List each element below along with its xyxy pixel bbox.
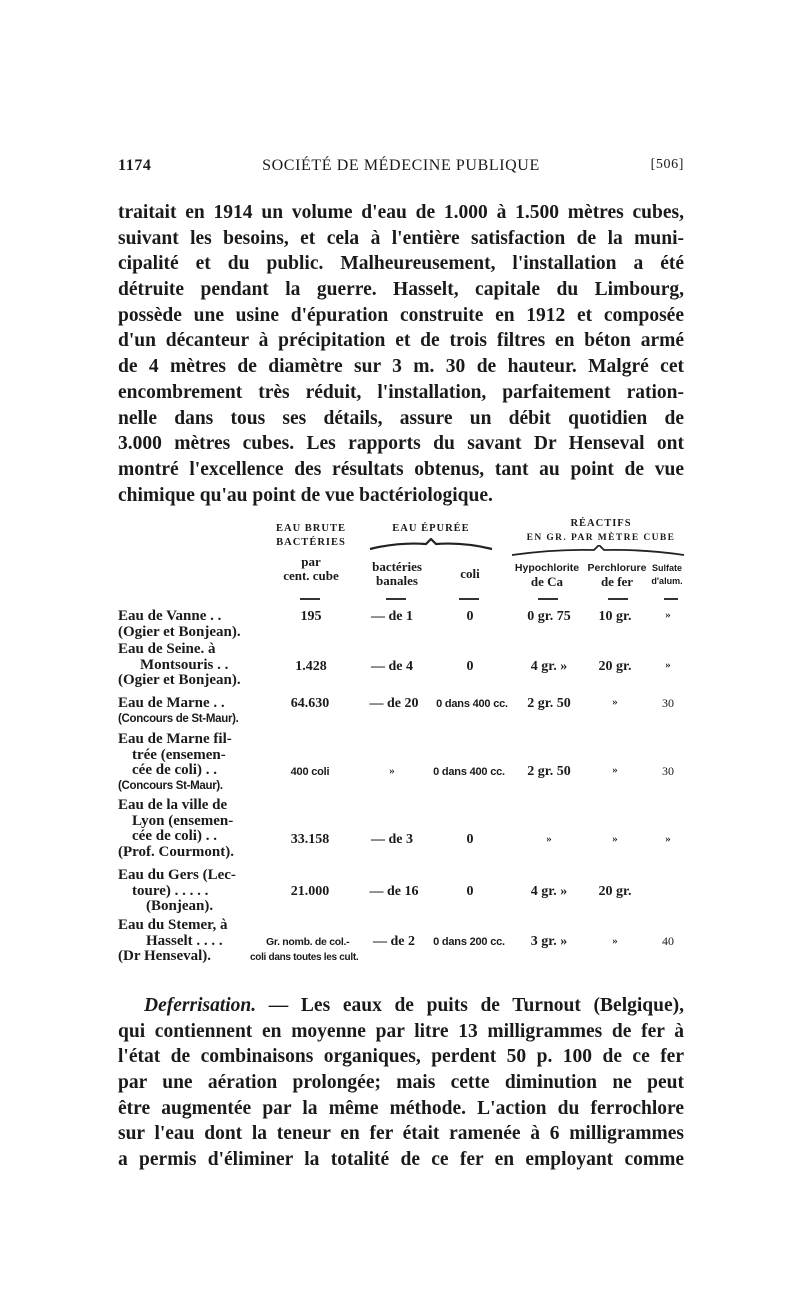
column-dash <box>300 598 320 600</box>
label-line: Eau du Gers (Lec- <box>118 867 236 883</box>
col-head-text: Perchlorure <box>587 562 647 574</box>
col-head-text: d'alum. <box>651 576 683 586</box>
label-line: (Ogier et Bonjean). <box>118 623 241 640</box>
label-line: Hasselt . . . . <box>146 932 223 949</box>
text-line <box>118 993 684 1019</box>
cell-hypochlorite: 4 gr. » <box>530 659 568 674</box>
cell-coli: 0 dans 400 cc. <box>436 698 508 710</box>
page-header <box>118 157 684 179</box>
label-line: trée (ensemen- <box>132 746 226 763</box>
text-line: nelle dans tous ses détails, assure un débit quotidien de <box>118 407 684 429</box>
label-line: Eau de Marne fil- <box>118 731 232 747</box>
row-label-lyon <box>118 798 234 860</box>
bracket-page-number: [506] <box>650 157 684 172</box>
col-head-epuree: EAU ÉPURÉE <box>392 523 470 534</box>
col-head-text: EAU BRUTE <box>276 523 346 534</box>
cell-coli: 0 <box>466 659 474 674</box>
col-head-text: de fer <box>600 574 634 589</box>
cell-sulfate: 40 <box>662 934 674 948</box>
text-line: sur l'eau dont la teneur en fer était ramenée à 6 milligrammes <box>118 1123 684 1145</box>
label-line: (Concours St-Maur). <box>118 779 223 792</box>
col-head-text: EN GR. PAR MÈTRE CUBE <box>526 533 676 543</box>
cell-sulfate: » <box>665 659 671 671</box>
row-label-vanne <box>118 609 241 640</box>
text-line: encombrement très réduit, l'installation, parfaitement ration- <box>118 381 684 403</box>
text-line: chimique qu'au point de vue bactériologique. <box>118 484 493 506</box>
cell-coli: 0 <box>466 884 474 899</box>
paragraph-hasselt <box>118 200 684 508</box>
column-dash <box>664 598 678 600</box>
row-label-gers <box>118 868 236 915</box>
text-line: montré l'excellence des résultats obtenus, tant au point de vue <box>118 458 684 480</box>
text-line: a permis d'éliminer la totalité de ce fer en employant comme <box>118 1149 684 1171</box>
text-line: suivant les besoins, et cela à l'entière satisfaction de la muni- <box>118 227 684 249</box>
label-line: Lyon (ensemen- <box>132 812 234 829</box>
cell-coli: 0 dans 200 cc. <box>433 936 505 948</box>
cell-perchlorure: » <box>612 833 618 845</box>
label-line: Eau du Stemer, à <box>118 917 228 933</box>
cell-brute: 64.630 <box>290 696 330 711</box>
col-head-text: RÉACTIFS <box>570 518 632 529</box>
col-head-text: cent. cube <box>283 568 339 583</box>
page-number: 1174 <box>118 157 152 174</box>
water-treatment-table <box>118 512 684 972</box>
label-line: Eau de Marne . . <box>118 695 225 711</box>
text-line: être augmentée par la même méthode. L'action du ferrochlore <box>118 1097 684 1119</box>
row-label-marne <box>118 696 239 727</box>
col-head-brute-unit <box>268 555 354 583</box>
col-head-text: Hypochlorite <box>514 562 580 574</box>
text-line: 3.000 mètres cubes. Les rapports du savant Dr Henseval ont <box>118 433 684 455</box>
col-head-hypochlorite <box>510 562 584 588</box>
label-line: Eau de la ville de <box>118 797 228 813</box>
label-line: (Concours de St-Maur). <box>118 712 239 725</box>
label-line: (Bonjean). <box>146 898 214 915</box>
col-head-reactifs <box>518 517 684 545</box>
cell-sulfate: » <box>665 833 671 845</box>
label-line: (Ogier et Bonjean). <box>118 672 241 689</box>
label-line: Eau de Vanne . . <box>118 608 222 624</box>
cell-hypochlorite: 2 gr. 50 <box>527 696 571 711</box>
row-label-marne-filtree <box>118 732 232 794</box>
section-lead: Deferrisation. <box>144 995 257 1016</box>
cell-perchlorure: » <box>612 935 618 947</box>
cell-brute: 1.428 <box>295 659 327 674</box>
brace-reactifs <box>510 545 686 557</box>
label-line: cée de coli) . . <box>132 762 217 779</box>
running-title: SOCIÉTÉ DE MÉDECINE PUBLIQUE <box>262 157 540 174</box>
label-line: cée de coli) . . <box>132 828 217 845</box>
text-line: par une aération prolongée; mais cette diminution ne peut <box>118 1072 684 1094</box>
cell-hypochlorite: 4 gr. » <box>530 884 568 899</box>
col-head-text: banales <box>376 573 418 588</box>
col-head-coli: coli <box>460 566 480 581</box>
cell-sulfate: 30 <box>662 764 674 778</box>
cell-brute: 195 <box>300 609 322 624</box>
label-line: Montsouris . . <box>140 656 229 673</box>
cell-banales: — de 3 <box>371 832 413 847</box>
text-line: possède une usine d'épuration construite en 1912 et composée <box>118 304 684 326</box>
paragraph-deferrisation <box>118 993 684 1173</box>
cell-coli: 0 dans 400 cc. <box>433 766 505 778</box>
label-line: toure) . . . . . <box>132 882 209 899</box>
cell-brute: 400 coli <box>290 766 330 778</box>
cell-banales: — de 16 <box>369 884 419 899</box>
cell-hypochlorite: 0 gr. 75 <box>527 609 571 624</box>
cell-banales: — de 2 <box>373 934 415 949</box>
cell-perchlorure: » <box>612 696 618 708</box>
col-head-perchlorure <box>586 562 648 588</box>
cell-perchlorure: 10 gr. <box>598 609 632 624</box>
cell-perchlorure: 20 gr. <box>598 884 632 899</box>
cell-sulfate: » <box>665 609 671 621</box>
text-line: de 4 mètres de diamètre sur 3 m. 30 de hauteur. Malgré cet <box>118 356 684 378</box>
cell-brute: 33.158 <box>290 832 330 847</box>
cell-brute: 21.000 <box>290 884 330 899</box>
text-line: d'un décanteur à précipitation et de trois filtres en béton armé <box>118 330 684 352</box>
cell-coli: 0 <box>466 609 474 624</box>
text-line: l'état de combinaisons organiques, perdent 50 p. 100 de ce fer <box>118 1046 684 1068</box>
col-head-brute <box>266 522 356 550</box>
cell-perchlorure: 20 gr. <box>598 659 632 674</box>
text-fragment: — Les eaux de puits de Turnout (Belgique), <box>256 995 684 1016</box>
cell-hypochlorite: » <box>546 833 552 845</box>
col-head-text: Sulfate <box>651 563 682 573</box>
col-head-text: BACTÉRIES <box>276 537 346 548</box>
row-label-stemer <box>118 918 227 965</box>
col-head-bact-banales <box>362 560 432 588</box>
column-dash <box>459 598 479 600</box>
label-line: Eau de Seine. à <box>118 641 216 657</box>
col-head-text: de Ca <box>530 574 564 589</box>
cell-sulfate: 30 <box>662 696 674 710</box>
cell-brute-note: coli dans toutes les cult. <box>250 952 359 963</box>
cell-coli: 0 <box>466 832 474 847</box>
cell-banales: — de 4 <box>371 659 413 674</box>
cell-perchlorure: » <box>612 764 618 776</box>
cell-banales: — de 1 <box>371 609 413 624</box>
text-line: détruite pendant la guerre. Hasselt, capitale du Limbourg, <box>118 279 684 301</box>
col-head-text: par <box>301 554 321 569</box>
label-line: (Dr Henseval). <box>118 948 212 965</box>
column-dash <box>386 598 406 600</box>
cell-banales: » <box>389 765 395 777</box>
brace-epuree <box>368 538 494 552</box>
label-line: (Prof. Courmont). <box>118 843 234 860</box>
col-head-sulfate <box>648 562 686 588</box>
text-line: qui contiennent en moyenne par litre 13 milligrammes de fer à <box>118 1020 684 1042</box>
cell-hypochlorite: 2 gr. 50 <box>527 764 571 779</box>
text-line: traitait en 1914 un volume d'eau de 1.000 à 1.500 mètres cubes, <box>118 202 684 223</box>
cell-hypochlorite: 3 gr. » <box>530 934 568 949</box>
column-dash <box>608 598 628 600</box>
row-label-seine <box>118 642 241 689</box>
col-head-text: bactéries <box>372 559 422 574</box>
cell-brute: Gr. nomb. de col.- <box>266 936 350 948</box>
text-line: cipalité et du public. Malheureusement, l'installation a été <box>118 253 684 275</box>
cell-banales: — de 20 <box>369 696 419 711</box>
column-dash <box>538 598 558 600</box>
